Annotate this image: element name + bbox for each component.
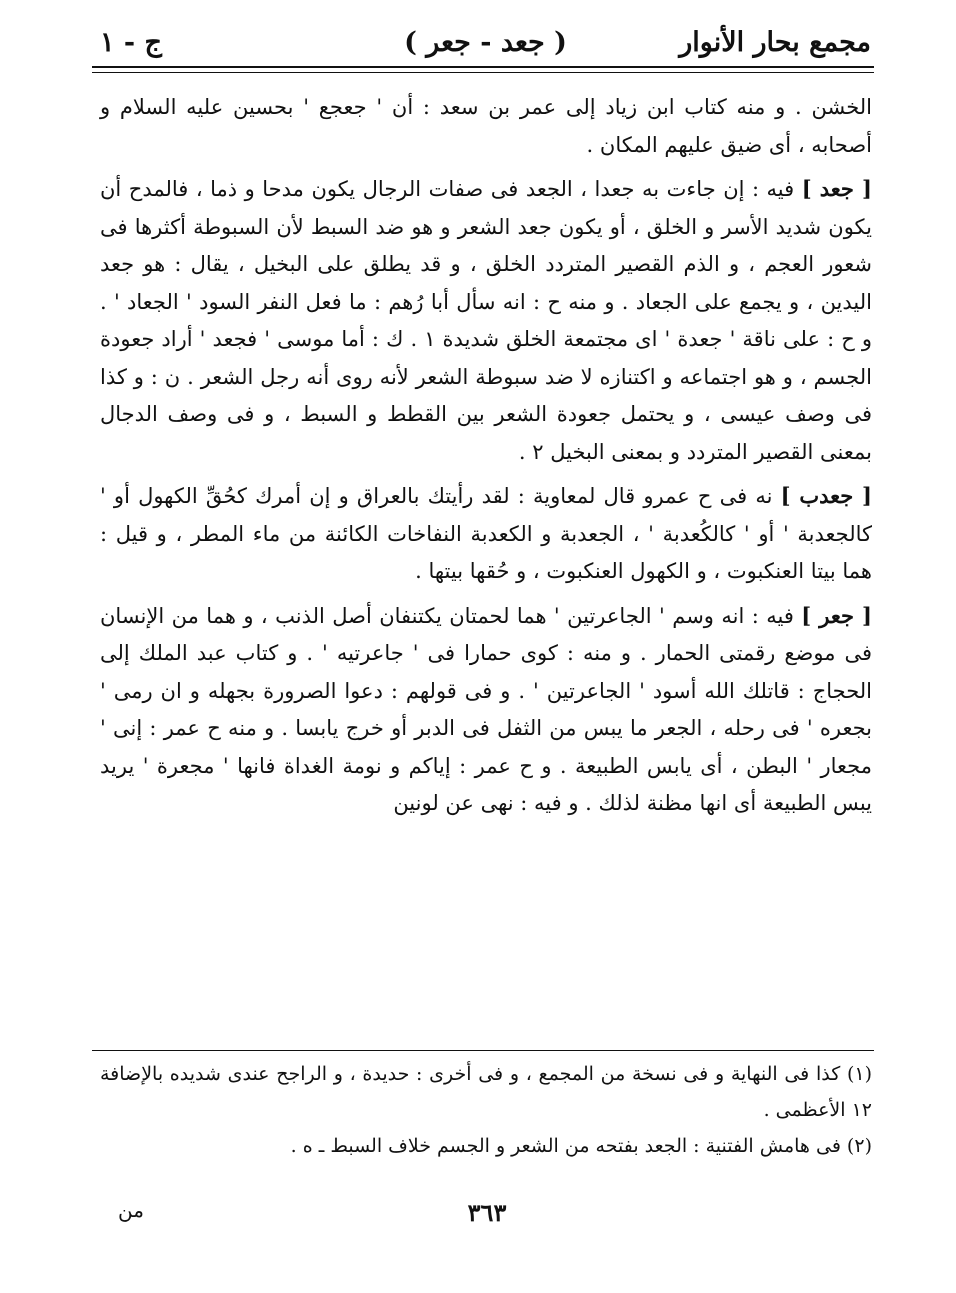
entry-jar [100,597,872,823]
header-rule-thin [92,72,874,73]
header-rule-thick [92,66,874,68]
entry-jad [100,170,872,471]
volume-label: ج - ۱ [100,26,162,58]
entry-range: ( جعد - جعر ) [404,26,567,58]
footnote-2: (۲) فى هامش الفتنية : الجعد بفتحه من الشعر و الجسم خلاف السبط ـ ه . [290,1135,872,1157]
entry-lemma: [ جعد ] [801,176,872,201]
entry-lemma: [ جعر ] [801,602,872,628]
entry-text: فيه : إن جاءت به جعدا ، الجعد فى صفات الرجال يكون مدحا و ذما ، فالمدح أن يكون شديد الأسر و الخلق ، أو يكون جعد الشعر و هو ضد السبط لأن السبوطة أكثرها فى شعور العجم ، و الذم القصير المتردد الخلق ، و قد يطلق على البخيل ، يقال : هو جعد اليدين ، و يجمع على الجعاد . و منه ح : انه سأل أبا رُهم : ما فعل النفر السود ' الجعاد ' . و ح : على ناقة ' جعدة ' اى مجتمعة الخلق شديدة ۱ . ك : أما موسى ' فجعد ' أراد جعودة الجسم ، و هو اجتماعه و اكتنازه لا ضد سبوطة الشعر لأنه روى أنه رجل الشعر . ن : و كذا فى وصف عيسى ، و يحتمل جعودة الشعر بين القطط و السبط ، و فى وصف الدجال بمعنى القصير المتردد و بمعنى البخيل ۲ . [100,177,872,464]
main-text [100,88,872,823]
footnotes [100,1056,872,1164]
entry-text: الخشن . و منه كتاب ابن زياد إلى عمر بن سعد : أن ' جعجع ' بحسين عليه السلام و أصحابه ، أى ضيق عليهم المكان . [100,95,872,157]
entry-jadab [100,477,872,591]
catchword: من [118,1198,144,1222]
footnote-rule [92,1050,874,1051]
entry-text: فيه : انه وسم ' الجاعرتين ' هما لحمتان يكتنفان أصل الذنب ، و هما من الإنسان فى موضع رقمتى الحمار . و منه : كوى حمارا فى ' جاعرتيه ' . و كتاب عبد الملك إلى الحجاج : قاتلك الله أسود ' الجاعرتين ' . و فى قولهم : دعوا الصرورة بجهله و ان رمى ' بجعره ' فى رحله ، الجعر ما يبس من الثفل فى الدبر أو خرج يابسا . و منه ح عمر : إنى ' مجعار ' البطن ، أى يابس الطبيعة . و ح عمر : إياكم و نومة الغداة فانها ' مجعرة ' يريد يبس الطبيعة أى انها مظنة لذلك . و فيه : نهى عن لونين [100,603,872,815]
entry-lemma: [ جعدب ] [780,483,872,508]
paragraph-continuation [100,88,872,164]
book-title: مجمع بحار الأنوار [679,26,871,58]
running-header [100,24,871,60]
footnote-1: (۱) كذا فى النهاية و فى نسخة من المجمع ، و فى أخرى : حديدة ، و الراجح عندى شديده بالإضافة ۱۲ الأعظمى . [100,1063,873,1121]
page-footer [118,1198,856,1238]
page-number: ۳٦۳ [467,1198,507,1227]
entry-text: نه فى ح عمرو قال لمعاوية : لقد رأيتك بالعراق و إن أمرك كحُقِّ الكهول أو ' كالجعدبة ' أو ' كالكُعدبة ' ، الجعدبة و الكعدبة النفاخات الكائنة من ماء المطر ، و قيل : هما بيتا العنكبوت ، و الكهول العنكبوت ، و حُقها بيتها . [100,484,872,583]
